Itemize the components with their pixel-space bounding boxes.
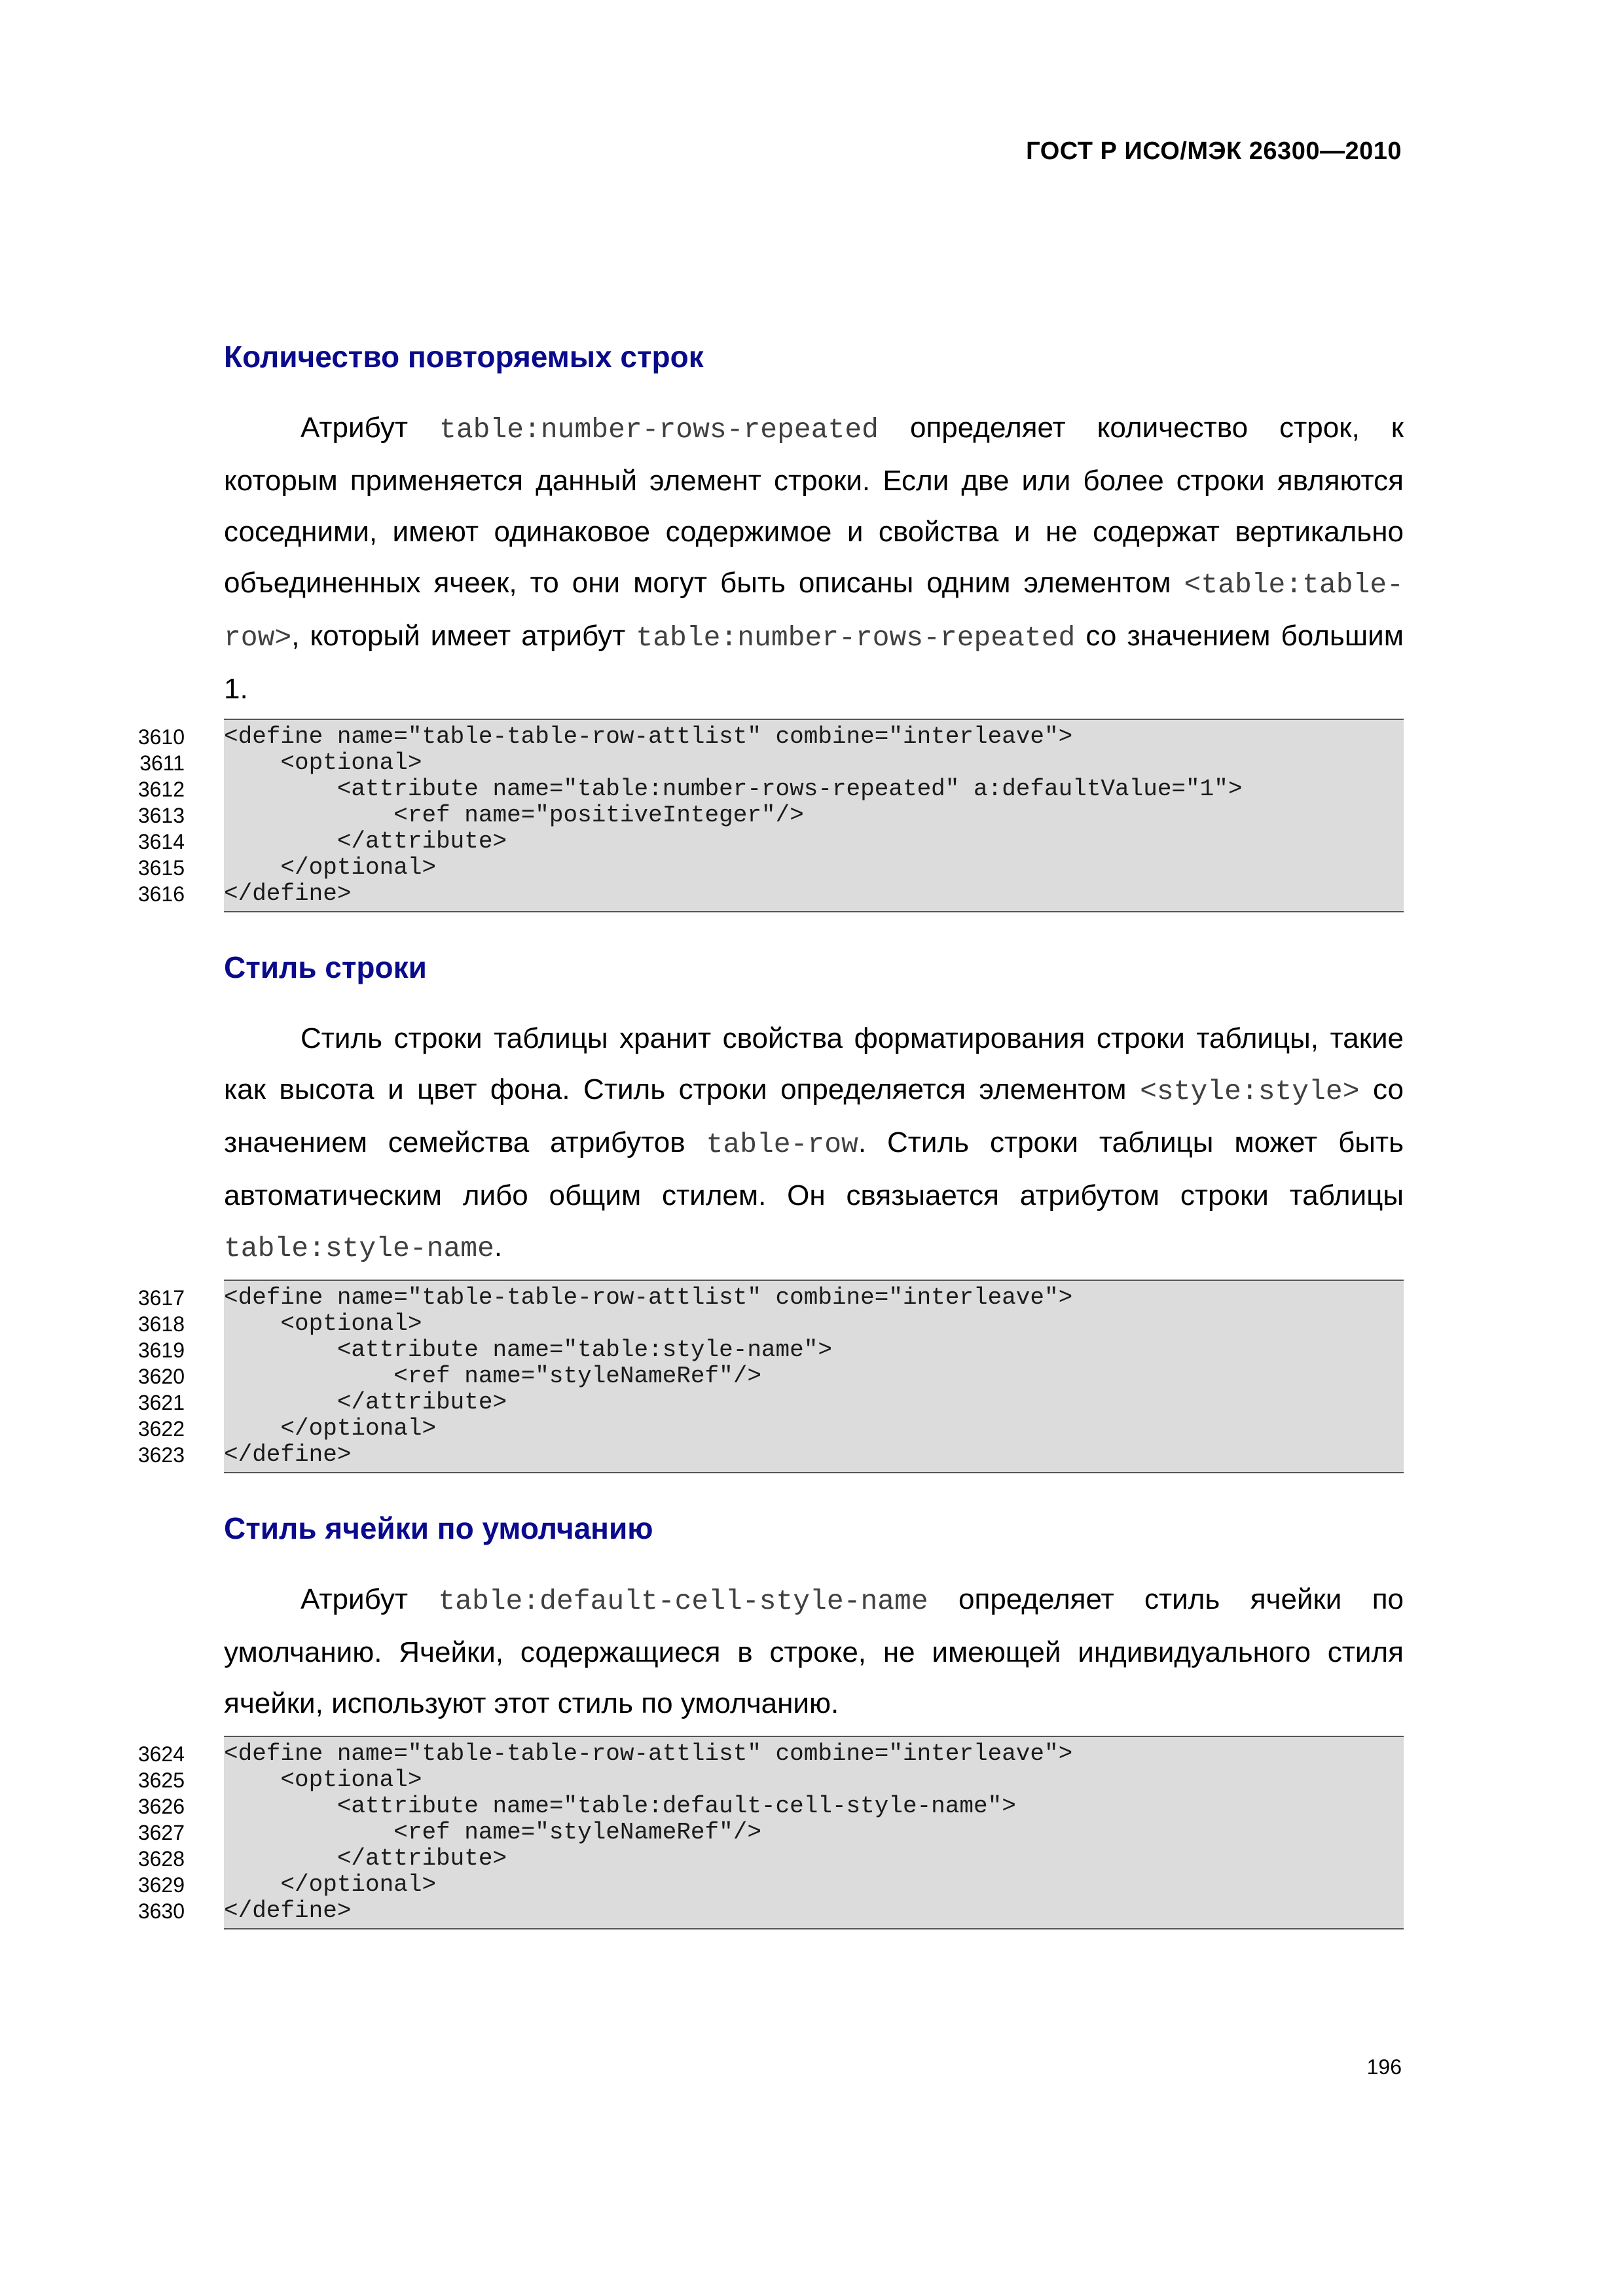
code-line: 3630 </define> <box>224 1898 1404 1924</box>
paragraph: Стиль строки таблицы хранит свойства форматирования строки таблицы, такие как высота и цвет фона. Стиль строки определяется элементом <style:style> со значением семейства атрибутов table-row. Стиль строки таблицы может быть автоматическим либо общим стилем. Он связыается атрибутом строки таблицы table:style-name. <box>224 1022 1404 1265</box>
section-row-style <box>224 948 1404 987</box>
code-line: 3615 </optional> <box>224 855 1404 881</box>
code-line: 3616 </define> <box>224 881 1404 907</box>
line-number: 3627 <box>137 1821 185 1844</box>
line-number: 3615 <box>137 856 185 880</box>
line-number: 3630 <box>137 1899 185 1923</box>
section-heading: Стиль строки <box>224 950 427 984</box>
line-number: 3623 <box>137 1443 185 1467</box>
code-line: 3618 <optional> <box>224 1311 1404 1337</box>
paragraph: Атрибут table:number-rows-repeated определяет количество строк, к которым применяется данный элемент строки. Если две или более строки являются соседними, имеют одинаковое содержимое и свойства и не содержат вертикально объединенных ячеек, то они могут быть описаны одним элементом <table:table-row>, который имеет атрибут table:number-rows-repeated со значением большим 1. <box>224 412 1404 705</box>
code-line: 3626 <attribute name="table:default-cell-style-name"> <box>224 1793 1404 1820</box>
line-number: 3625 <box>137 1768 185 1792</box>
code-line: 3623 </define> <box>224 1442 1404 1468</box>
code-line: 3614 </attribute> <box>224 829 1404 855</box>
code-line: 3619 <attribute name="table:style-name"> <box>224 1337 1404 1363</box>
line-number: 3628 <box>137 1847 185 1871</box>
code-line: 3629 </optional> <box>224 1872 1404 1898</box>
code-line: 3627 <ref name="styleNameRef"/> <box>224 1820 1404 1846</box>
code-line: 3620 <ref name="styleNameRef"/> <box>224 1363 1404 1390</box>
code-block-default-cell-style <box>137 1736 1404 1929</box>
section-default-cell-style <box>224 1509 1404 1548</box>
section-heading: Количество повторяемых строк <box>224 340 704 374</box>
line-number: 3619 <box>137 1338 185 1362</box>
code-line: 3625 <optional> <box>224 1767 1404 1793</box>
code-block-rows-repeated <box>137 719 1404 912</box>
inline-code: <style:style> <box>1140 1075 1360 1107</box>
section-row-style-body <box>224 1013 1404 1274</box>
code-line: 3622 </optional> <box>224 1416 1404 1442</box>
line-number: 3614 <box>137 830 185 853</box>
inline-code: table:number-rows-repeated <box>439 414 879 446</box>
section-default-cell-style-body <box>224 1574 1404 1729</box>
inline-code: table:default-cell-style-name <box>438 1585 928 1617</box>
section-heading: Стиль ячейки по умолчанию <box>224 1511 653 1545</box>
code-line: 3613 <ref name="positiveInteger"/> <box>224 802 1404 829</box>
code-line: 3621 </attribute> <box>224 1390 1404 1416</box>
section-rows-repeated-body <box>224 403 1404 715</box>
code-line: 3617 <define name="table-table-row-attlist" combine="interleave"> <box>224 1285 1404 1311</box>
line-number: 3611 <box>139 751 185 775</box>
code-line: 3611 <optional> <box>224 750 1404 776</box>
page-number: 196 <box>1366 2055 1402 2079</box>
document-standard-header: ГОСТ Р ИСО/МЭК 26300—2010 <box>1026 137 1402 165</box>
inline-code: table-row <box>706 1128 858 1160</box>
inline-code: table:number-rows-repeated <box>636 622 1076 654</box>
inline-code: <table:table-row> <box>224 569 1404 654</box>
inline-code: table:style-name <box>224 1232 494 1265</box>
line-number: 3612 <box>137 778 185 801</box>
line-number: 3610 <box>137 725 185 749</box>
code-block-row-style <box>137 1280 1404 1473</box>
code-line: 3612 <attribute name="table:number-rows-repeated" a:defaultValue="1"> <box>224 776 1404 802</box>
line-number: 3618 <box>137 1312 185 1336</box>
line-number: 3617 <box>137 1286 185 1310</box>
line-number: 3616 <box>137 882 185 906</box>
line-number: 3629 <box>137 1873 185 1897</box>
paragraph: Атрибут table:default-cell-style-name определяет стиль ячейки по умолчанию. Ячейки, содержащиеся в строке, не имеющей индивидуального стиля ячейки, используют этот стиль по умолчанию. <box>224 1583 1404 1719</box>
line-number: 3613 <box>137 804 185 827</box>
line-number: 3624 <box>137 1742 185 1766</box>
line-number: 3620 <box>137 1365 185 1388</box>
code-line: 3610 <define name="table-table-row-attlist" combine="interleave"> <box>224 724 1404 750</box>
line-number: 3622 <box>137 1417 185 1441</box>
line-number: 3626 <box>137 1795 185 1818</box>
line-number: 3621 <box>137 1391 185 1414</box>
code-line: 3628 </attribute> <box>224 1846 1404 1872</box>
section-rows-repeated <box>224 337 1404 376</box>
code-line: 3624 <define name="table-table-row-attlist" combine="interleave"> <box>224 1741 1404 1767</box>
